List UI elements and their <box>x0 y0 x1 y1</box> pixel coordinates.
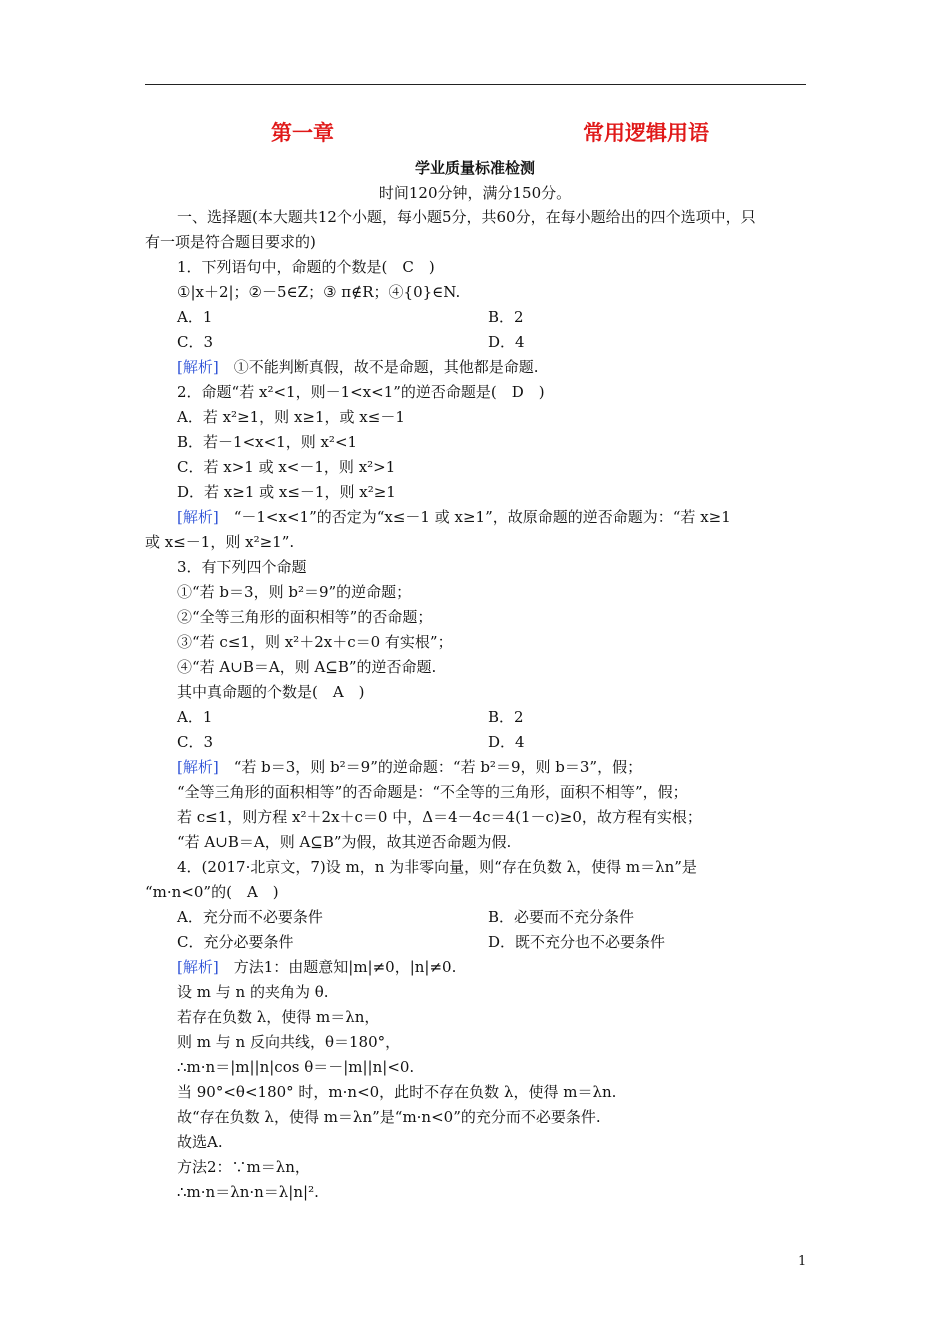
q2-option-b: B．若－1<x<1，则 x²<1 <box>177 433 358 451</box>
q3-item-3: ③“若 c≤1，则 x²＋2x＋c＝0 有实根”； <box>177 633 453 651</box>
q3-option-b: B．2 <box>488 708 524 726</box>
q3-item-4: ④“若 A∪B＝A，则 A⊆B”的逆否命题. <box>177 658 437 676</box>
q3-options-row1 <box>145 705 807 730</box>
q4-options-row2 <box>145 930 807 955</box>
q4-line-1: 设 m 与 n 的夹角为 θ. <box>177 983 329 1001</box>
page-number: 1 <box>798 1254 807 1269</box>
q4-stem-cont: “m·n<0”的( A ) <box>145 883 279 901</box>
chapter-number: 第一章 <box>271 121 334 145</box>
q3-analysis-3: 若 c≤1，则方程 x²＋2x＋c＝0 中，Δ＝4－4c＝4(1－c)≥0，故方程有实根； <box>177 808 702 826</box>
q1-stem: 1．下列语句中，命题的个数是( C ) <box>177 258 435 276</box>
q2-stem: 2．命题“若 x²<1，则－1<x<1”的逆否命题是( D ) <box>177 383 545 401</box>
q1-options-row1 <box>145 305 807 330</box>
q1-analysis-text: ①不能判断真假，故不是命题，其他都是命题. <box>218 358 539 376</box>
q4-line-5: 当 90°<θ<180° 时，m·n<0，此时不存在负数 λ，使得 m＝λn. <box>177 1083 617 1101</box>
analysis-tag: [解析] <box>177 508 219 526</box>
q4-options-row1 <box>145 905 807 930</box>
q2-analysis-text: “－1<x<1”的否定为“x≤－1 或 x≥1”，故原命题的逆否命题为：“若 x≥1 <box>218 508 731 526</box>
time-info: 时间120分钟，满分150分。 <box>378 184 572 202</box>
q1-analysis <box>145 355 807 380</box>
q4-option-d: D．既不充分也不必要条件 <box>488 933 666 951</box>
q3-analysis-2: “全等三角形的面积相等”的否命题是：“不全等的三角形，面积不相等”，假； <box>177 783 688 801</box>
q2-option-a: A．若 x²≥1，则 x≥1，或 x≤－1 <box>177 408 405 426</box>
q3-stem: 3．有下列四个命题 <box>177 558 307 576</box>
analysis-tag: [解析] <box>177 358 219 376</box>
q1-option-d: D．4 <box>488 333 525 351</box>
q4-option-a: A．充分而不必要条件 <box>177 908 323 926</box>
q3-option-c: C．3 <box>177 733 214 751</box>
header-rule <box>145 84 806 85</box>
q3-option-a: A．1 <box>177 708 213 726</box>
q2-option-c: C．若 x>1 或 x<－1，则 x²>1 <box>177 458 396 476</box>
q3-options-row2 <box>145 730 807 755</box>
section-intro: 一、选择题(本大题共12个小题，每小题5分，共60分，在每小题给出的四个选项中，只 <box>177 208 756 226</box>
q1-option-a: A．1 <box>177 308 213 326</box>
q4-stem: 4．(2017·北京文，7)设 m，n 为非零向量，则“存在负数 λ，使得 m＝λn”是 <box>177 858 697 876</box>
q4-line-3: 则 m 与 n 反向共线，θ＝180°， <box>177 1033 401 1051</box>
q4-analysis <box>145 955 807 980</box>
q1-option-b: B．2 <box>488 308 524 326</box>
q3-analysis-4: “若 A∪B＝A，则 A⊆B”为假，故其逆否命题为假. <box>177 833 512 851</box>
q4-line-9: ∴m·n＝λn·n＝λ|n|². <box>177 1183 319 1201</box>
q3-ask: 其中真命题的个数是( A ) <box>177 683 365 701</box>
q1-items: ①|x＋2|；②－5∈Z；③ π∉R；④{0}∈N. <box>177 283 461 301</box>
q4-line-7: 故选A. <box>177 1133 223 1151</box>
page-subtitle: 学业质量标准检测 <box>414 159 535 177</box>
q1-option-c: C．3 <box>177 333 214 351</box>
q3-item-2: ②“全等三角形的面积相等”的否命题； <box>177 608 433 626</box>
q4-line-2: 若存在负数 λ，使得 m＝λn， <box>177 1008 380 1026</box>
q4-analysis-text: 方法1：由题意知|m|≠0，|n|≠0. <box>218 958 457 976</box>
q4-option-b: B．必要而不充分条件 <box>488 908 635 926</box>
q3-analysis <box>145 755 807 780</box>
q4-line-6: 故“存在负数 λ，使得 m＝λn”是“m·n<0”的充分而不必要条件. <box>177 1108 601 1126</box>
q4-line-4: ∴m·n＝|m||n|cos θ＝－|m||n|<0. <box>177 1058 415 1076</box>
q2-option-d: D．若 x≥1 或 x≤－1，则 x²≥1 <box>177 483 396 501</box>
q3-analysis-text: “若 b＝3，则 b²＝9”的逆命题：“若 b²＝9，则 b＝3”，假； <box>218 758 643 776</box>
document-body <box>145 205 807 1205</box>
q1-options-row2 <box>145 330 807 355</box>
q3-item-1: ①“若 b＝3，则 b²＝9”的逆命题； <box>177 583 412 601</box>
analysis-tag: [解析] <box>177 758 219 776</box>
analysis-tag: [解析] <box>177 958 219 976</box>
q2-analysis-cont: 或 x≤－1，则 x²≥1”. <box>145 533 295 551</box>
q2-analysis <box>145 505 807 530</box>
q4-line-8: 方法2：∵m＝λn， <box>177 1158 310 1176</box>
q3-option-d: D．4 <box>488 733 525 751</box>
chapter-title: 常用逻辑用语 <box>583 121 709 145</box>
section-intro-cont: 有一项是符合题目要求的) <box>145 233 316 251</box>
q4-option-c: C．充分必要条件 <box>177 933 294 951</box>
